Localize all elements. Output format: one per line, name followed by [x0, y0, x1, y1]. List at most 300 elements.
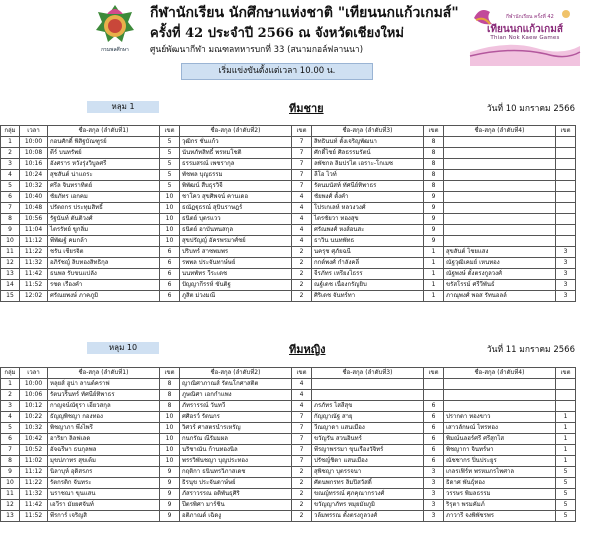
player1-name-cell: พีพัฒฐ์ คมกล้า	[48, 236, 160, 247]
player4-zone-cell: 5	[556, 467, 576, 478]
player3-zone-cell: 3	[424, 478, 444, 489]
games-logo	[466, 2, 584, 66]
player2-zone-cell: 2	[292, 489, 312, 500]
player3-zone-cell: 3	[424, 489, 444, 500]
player2-name-cell: ภัสราวรรณ อติพันธุศิริ	[180, 489, 292, 500]
player2-name-cell: วิศวร์ ศาสตรนำรเหรัญ	[180, 423, 292, 434]
table-header-row	[1, 126, 576, 137]
department-logo	[92, 2, 138, 56]
player4-zone-cell	[556, 192, 576, 203]
player3-name-cell: ขวัญรัน สวนอินทร์	[312, 434, 424, 445]
player4-name-cell	[444, 214, 556, 225]
player4-name-cell: ริรุตา พรมคัมภ์	[444, 500, 556, 511]
women-pairings-table	[0, 367, 576, 522]
player4-name-cell	[444, 379, 556, 390]
group-cell: 11	[1, 247, 20, 258]
player4-zone-cell	[556, 225, 576, 236]
player2-name-cell: กฤติกา ธนินทรวิภาสเดช	[180, 467, 292, 478]
player1-zone-cell: 10	[160, 412, 180, 423]
player3-name-cell: โปรเกเลห์ หลวงวงศ์	[312, 203, 424, 214]
group-cell: 6	[1, 434, 20, 445]
start-time-banner: เริ่มแข่งขันตั้งแต่เวลา 10.00 น.	[181, 63, 373, 80]
player1-zone-cell: 5	[160, 170, 180, 181]
games-logo-pre: กีฬานักเรียน ครั้งที่ 42	[506, 14, 554, 20]
player4-zone-cell	[556, 379, 576, 390]
player3-zone-cell: 6	[424, 445, 444, 456]
player1-name-cell: ปรัตถกร ประทุมสิทธิ์	[48, 203, 160, 214]
time-cell: 10:32	[20, 423, 48, 434]
player3-name-cell: ลพัชกล ลิมปรไต เอราะ-โกเมซ	[312, 159, 424, 170]
group-cell: 5	[1, 423, 20, 434]
group-cell: 9	[1, 467, 20, 478]
group-cell: 2	[1, 390, 20, 401]
player2-zone-cell: 7	[292, 170, 312, 181]
player4-name-cell: ณัฐวุฒิเคมย์ เหนทอง	[444, 258, 556, 269]
player2-zone-cell: 4	[292, 203, 312, 214]
group-cell: 4	[1, 170, 20, 181]
table-row	[1, 225, 576, 236]
player4-zone-cell	[556, 148, 576, 159]
player1-zone-cell: 10	[160, 192, 180, 203]
group-cell: 4	[1, 412, 20, 423]
column-header: กลุ่ม	[1, 126, 20, 137]
table-row	[1, 511, 576, 522]
player3-zone-cell	[424, 379, 444, 390]
player2-zone-cell: 7	[292, 434, 312, 445]
player4-name-cell	[444, 137, 556, 148]
player2-name-cell: พรรวิพันชญา บุญประทอง	[180, 456, 292, 467]
player4-zone-cell	[556, 236, 576, 247]
player3-zone-cell: 9	[424, 236, 444, 247]
player3-name-cell: สุพิชญา บุตรรจนา	[312, 467, 424, 478]
player4-zone-cell: 5	[556, 500, 576, 511]
player1-zone-cell: 8	[160, 401, 180, 412]
column-header: เขต	[292, 126, 312, 137]
player3-name-cell: ธาวิน นนทพัทธ	[312, 236, 424, 247]
time-cell: 10:32	[20, 181, 48, 192]
group-cell: 15	[1, 291, 20, 302]
time-cell: 10:24	[20, 170, 48, 181]
player2-zone-cell: 7	[292, 456, 312, 467]
group-cell: 9	[1, 225, 20, 236]
player4-name-cell: ธิดาศ พันธุ์ทอง	[444, 478, 556, 489]
player4-name-cell: ปรากดา ทองขาว	[444, 412, 556, 423]
column-header: ชื่อ-สกุล (ลำดับที่4)	[444, 126, 556, 137]
player1-zone-cell: 9	[160, 478, 180, 489]
player2-name-cell: รพพล ประจันทาษ์ษย์	[180, 258, 292, 269]
player3-zone-cell: 8	[424, 170, 444, 181]
men-section-title: ทีมชาย	[289, 102, 324, 115]
player4-zone-cell	[556, 137, 576, 148]
column-header: เขต	[556, 368, 576, 379]
group-cell: 13	[1, 511, 20, 522]
player3-zone-cell: 9	[424, 225, 444, 236]
player2-zone-cell: 2	[292, 269, 312, 280]
page-subtitle: ครั้งที่ 42 ประจำปี 2566 ณ จังหวัดเชียงใหม่	[150, 26, 404, 41]
player2-name-cell: ศศิอรว์ รัตนกร	[180, 412, 292, 423]
player4-zone-cell	[556, 390, 576, 401]
table-row	[1, 159, 576, 170]
group-cell: 3	[1, 401, 20, 412]
player4-name-cell	[444, 148, 556, 159]
group-cell: 10	[1, 478, 20, 489]
player1-name-cell: พีรการ์ เจริญสิ	[48, 511, 160, 522]
player3-zone-cell: 9	[424, 203, 444, 214]
player2-name-cell: ธรรมสรณ์ เพชรากุล	[180, 159, 292, 170]
time-cell: 11:12	[20, 467, 48, 478]
player2-zone-cell: 2	[292, 291, 312, 302]
player4-zone-cell	[556, 170, 576, 181]
player4-name-cell	[444, 225, 556, 236]
player2-zone-cell: 4	[292, 225, 312, 236]
men-pairings-table	[0, 125, 576, 302]
time-cell: 11:22	[20, 247, 48, 258]
player3-zone-cell: 1	[424, 269, 444, 280]
player4-name-cell	[444, 181, 556, 192]
player3-zone-cell: 3	[424, 511, 444, 522]
player3-zone-cell: 1	[424, 280, 444, 291]
player3-name-cell: วีณญาดา แสนเมือง	[312, 423, 424, 434]
player1-name-cell: ชัยภัทร เอกคม	[48, 192, 160, 203]
column-header: ชื่อ-สกุล (ลำดับที่2)	[180, 368, 292, 379]
table-row	[1, 456, 576, 467]
table-row	[1, 291, 576, 302]
table-row	[1, 379, 576, 390]
player2-name-cell: ธนิตย์ อาบันทนสกุล	[180, 225, 292, 236]
player2-name-cell: ธิรนุข ประจันดาษ์ษย์	[180, 478, 292, 489]
player1-name-cell: อังศราร หวังรุ่งวิบูลศรี	[48, 159, 160, 170]
time-cell: 10:12	[20, 401, 48, 412]
player1-zone-cell: 9	[160, 467, 180, 478]
table-row	[1, 401, 576, 412]
player2-zone-cell: 2	[292, 247, 312, 258]
column-header: เขต	[292, 368, 312, 379]
player3-zone-cell: 6	[424, 412, 444, 423]
column-header: ชื่อ-สกุล (ลำดับที่1)	[48, 368, 160, 379]
player2-zone-cell: 4	[292, 236, 312, 247]
player1-zone-cell: 8	[160, 390, 180, 401]
player2-name-cell: ภูสิต ม่วงมณี	[180, 291, 292, 302]
player1-zone-cell: 10	[160, 236, 180, 247]
table-row	[1, 412, 576, 423]
player1-name-cell: รัตนวริินทร์ ทัศนีย์ทิพาธร	[48, 390, 160, 401]
player1-name-cell: อัจฉรีษา ธนกุลพล	[48, 445, 160, 456]
player2-zone-cell: 7	[292, 148, 312, 159]
player3-zone-cell: 3	[424, 500, 444, 511]
player2-name-cell: วุฒิกร ชั่นแก้ว	[180, 137, 292, 148]
player1-zone-cell: 8	[160, 379, 180, 390]
men-lane-label: หลุม 1	[87, 101, 159, 113]
player4-name-cell: สุขสันต์ ไชยแสง	[444, 247, 556, 258]
player4-zone-cell: 1	[556, 434, 576, 445]
player2-name-cell: นนทพัทร วีระเดช	[180, 269, 292, 280]
time-cell: 10:16	[20, 159, 48, 170]
time-cell: 10:22	[20, 412, 48, 423]
player2-zone-cell: 2	[292, 500, 312, 511]
player2-name-cell: ธนิตย์ บุตรแวว	[180, 214, 292, 225]
player3-zone-cell: 8	[424, 137, 444, 148]
player2-zone-cell: 7	[292, 159, 312, 170]
column-header: เขต	[556, 126, 576, 137]
player4-zone-cell: 1	[556, 445, 576, 456]
player3-name-cell: นครุช ศุภัยฉนี	[312, 247, 424, 258]
player2-zone-cell: 4	[292, 390, 312, 401]
player3-zone-cell: 8	[424, 159, 444, 170]
player1-name-cell: รชด เรืองคำ	[48, 280, 160, 291]
games-logo-brand: เทียนนกแก้วเกมส์	[487, 24, 563, 35]
player3-name-cell	[312, 390, 424, 401]
player1-name-cell: ธัญญพิชญา กองทอง	[48, 412, 160, 423]
player2-name-cell: ชาโคว สุขศิพจน์ คานเดอ	[180, 192, 292, 203]
column-header: ชื่อ-สกุล (ลำดับที่4)	[444, 368, 556, 379]
player1-name-cell: ชรัน เชียรจิต	[48, 247, 160, 258]
player1-zone-cell: 10	[160, 434, 180, 445]
column-header: เขต	[424, 126, 444, 137]
group-cell: 6	[1, 192, 20, 203]
player1-zone-cell: 5	[160, 137, 180, 148]
player4-name-cell: เกลรเฟิร์ท พรหมภรไพศาล	[444, 467, 556, 478]
player4-name-cell: ขรัสโรรม์ ศรีวีพันธ์	[444, 280, 556, 291]
department-logo-caption: กรมพลศึกษา	[101, 47, 129, 53]
player4-zone-cell	[556, 401, 576, 412]
group-cell: 1	[1, 379, 20, 390]
player4-name-cell	[444, 390, 556, 401]
player1-zone-cell: 6	[160, 280, 180, 291]
table-row	[1, 247, 576, 258]
time-cell: 12:02	[20, 291, 48, 302]
column-header: ชื่อ-สกุล (ลำดับที่1)	[48, 126, 160, 137]
column-header: เวลา	[20, 368, 48, 379]
group-cell: 3	[1, 159, 20, 170]
player2-name-cell: ญาณิศาภาณส์ รัตนโกศาสติต	[180, 379, 292, 390]
table-row	[1, 258, 576, 269]
group-cell: 5	[1, 181, 20, 192]
player1-name-cell: กอนศักดิ์ พิสิฐบัณฑูรย์	[48, 137, 160, 148]
player4-name-cell: พิชญากา จินทร์ษา	[444, 445, 556, 456]
player2-name-cell: ปัญญากีรรห์ ขันติฐ	[180, 280, 292, 291]
player2-name-cell: กนกรัณ ณีรัมมผล	[180, 434, 292, 445]
time-cell: 11:22	[20, 478, 48, 489]
player1-zone-cell: 6	[160, 269, 180, 280]
player4-zone-cell	[556, 214, 576, 225]
player3-name-cell: ศรัณพงศ์ หงส์อนสะ	[312, 225, 424, 236]
column-header: ชื่อ-สกุล (ลำดับที่3)	[312, 368, 424, 379]
table-row	[1, 170, 576, 181]
group-cell: 2	[1, 148, 20, 159]
player1-name-cell: เอวีรา มัยยศจันท์	[48, 500, 160, 511]
table-row	[1, 390, 576, 401]
group-cell: 11	[1, 489, 20, 500]
player4-name-cell	[444, 401, 556, 412]
column-header: ชื่อ-สกุล (ลำดับที่3)	[312, 126, 424, 137]
table-header-row	[1, 368, 576, 379]
table-row	[1, 181, 576, 192]
table-row	[1, 236, 576, 247]
player3-zone-cell	[424, 390, 444, 401]
player1-name-cell: รัตกรติก จันทระ	[48, 478, 160, 489]
table-row	[1, 423, 576, 434]
table-row	[1, 214, 576, 225]
player1-name-cell: นราชณา ขุนแสน	[48, 489, 160, 500]
group-cell: 10	[1, 236, 20, 247]
table-row	[1, 148, 576, 159]
player1-name-cell: ศรีล จินทราทิตย์	[48, 181, 160, 192]
player2-name-cell: นริชาณัน ก้านทองนิล	[180, 445, 292, 456]
player3-zone-cell: 8	[424, 181, 444, 192]
player4-name-cell	[444, 203, 556, 214]
women-section-title: ทีมหญิง	[289, 343, 326, 356]
player2-name-cell: ภัทรารรณ์ วันทวี	[180, 401, 292, 412]
player1-name-cell: ศรัณยพงษ์ ภาคภูมิ	[48, 291, 160, 302]
women-date: วันที่ 11 มกราคม 2566	[486, 345, 575, 355]
player3-name-cell: ศักดิ์ไชย์ ศิลธรรมรัตน์	[312, 148, 424, 159]
table-row	[1, 467, 576, 478]
player1-name-cell: รัฐนันท์ ตันติวงศ์	[48, 214, 160, 225]
player1-zone-cell: 9	[160, 511, 180, 522]
player2-zone-cell: 2	[292, 478, 312, 489]
table-row	[1, 137, 576, 148]
player1-name-cell: ตีร์ บนทรัพย์	[48, 148, 160, 159]
time-cell: 11:12	[20, 236, 48, 247]
player2-name-cell: ภูษณิศา เอกกำแพง	[180, 390, 292, 401]
player3-name-cell: ณฐ์เดช เนื่องกรัญยิบ	[312, 280, 424, 291]
player2-name-cell: สุขปรัญญ์ อัครพรมาศ์ชย์	[180, 236, 292, 247]
player2-zone-cell: 2	[292, 511, 312, 522]
player3-zone-cell: 9	[424, 192, 444, 203]
player4-zone-cell: 5	[556, 489, 576, 500]
player4-name-cell: ณัฐพงษ์ ตั้งตรงกูลวงศ์	[444, 269, 556, 280]
player1-zone-cell: 5	[160, 181, 180, 192]
player4-zone-cell: 5	[556, 478, 576, 489]
player3-zone-cell: 1	[424, 247, 444, 258]
time-cell: 10:52	[20, 445, 48, 456]
table-row	[1, 203, 576, 214]
player3-name-cell: วล้มพรรณ ตั้งตรงกูลวงศ์	[312, 511, 424, 522]
time-cell: 10:08	[20, 148, 48, 159]
player4-zone-cell: 3	[556, 258, 576, 269]
group-cell: 1	[1, 137, 20, 148]
player3-zone-cell: 1	[424, 258, 444, 269]
player2-name-cell: พัชพล บุญธรรม	[180, 170, 292, 181]
player1-name-cell: มุขปภาทร สุขเต้ม	[48, 456, 160, 467]
player4-zone-cell	[556, 181, 576, 192]
player3-zone-cell: 6	[424, 456, 444, 467]
player4-name-cell	[444, 192, 556, 203]
player2-zone-cell: 4	[292, 192, 312, 203]
player2-zone-cell: 2	[292, 258, 312, 269]
player3-name-cell: กัญญาณัฐ สายุ	[312, 412, 424, 423]
player1-name-cell: ไตรรัทย์ ขูกลิ่ม	[48, 225, 160, 236]
player3-name-cell: ขวัญญาภัทร หมุยมัยภูมิ	[312, 500, 424, 511]
group-cell: 13	[1, 269, 20, 280]
player1-name-cell: สุชสันต์ น่าแถระ	[48, 170, 160, 181]
player2-name-cell: นันทภัทสิทธิ์ พรหมโชติ	[180, 148, 292, 159]
women-lane-label: หลุม 10	[87, 342, 159, 354]
player3-name-cell: กกต์พงศ์ กำลังคลี่	[312, 258, 424, 269]
player2-name-cell: ปีตรพิศา มาร์ชิน	[180, 500, 292, 511]
table-row	[1, 434, 576, 445]
player4-zone-cell: 1	[556, 456, 576, 467]
player1-zone-cell: 5	[160, 148, 180, 159]
player3-name-cell	[312, 379, 424, 390]
time-cell: 11:02	[20, 456, 48, 467]
men-date: วันที่ 10 มกราคม 2566	[486, 104, 575, 114]
time-cell: 10:00	[20, 379, 48, 390]
player4-zone-cell: 1	[556, 412, 576, 423]
player3-name-cell: รัตนมนัสท์ ทัศนีย์ทิพาธร	[312, 181, 424, 192]
player2-zone-cell: 7	[292, 445, 312, 456]
table-row	[1, 269, 576, 280]
player1-zone-cell: 5	[160, 159, 180, 170]
column-header: เขต	[160, 368, 180, 379]
player3-name-cell: สิทธินนท์ ตั้งเจริญพัฒนา	[312, 137, 424, 148]
player3-zone-cell: 6	[424, 434, 444, 445]
player4-name-cell: วรรษร พิมลธรรม	[444, 489, 556, 500]
player1-zone-cell: 6	[160, 247, 180, 258]
player4-name-cell	[444, 236, 556, 247]
player3-name-cell: ขณญ์ทรรณ์ ศุภคุณากรวงศ์	[312, 489, 424, 500]
player2-name-cell: ปริบทร์ สาซพมพร	[180, 247, 292, 258]
column-header: กลุ่ม	[1, 368, 20, 379]
player2-name-cell: พิพัฒน์ สืบธุรวิจี	[180, 181, 292, 192]
player1-name-cell: หลุยส์ ฮูน่า ลานต์คราฟ	[48, 379, 160, 390]
time-cell: 11:42	[20, 269, 48, 280]
table-row	[1, 280, 576, 291]
player4-zone-cell: 1	[556, 423, 576, 434]
time-cell: 10:40	[20, 192, 48, 203]
player4-zone-cell: 3	[556, 247, 576, 258]
player3-name-cell: ลีโอ ไวท์	[312, 170, 424, 181]
player4-name-cell: พิมณ์นลฮร์ศรี ศรีสุกไส	[444, 434, 556, 445]
player3-zone-cell: 1	[424, 291, 444, 302]
player4-name-cell: ภาณุพงศ์ พอส รัทนอลล์	[444, 291, 556, 302]
time-cell: 11:42	[20, 500, 48, 511]
player2-name-cell: อติภาณด์ เฉิดงู	[180, 511, 292, 522]
player2-zone-cell: 7	[292, 137, 312, 148]
player1-name-cell: อภิรัชญ์ ลิบทองสิทธิกุล	[48, 258, 160, 269]
time-cell: 10:56	[20, 214, 48, 225]
player3-zone-cell: 3	[424, 467, 444, 478]
player1-zone-cell: 6	[160, 291, 180, 302]
page-header	[0, 0, 599, 92]
games-logo-sub: Thian Nok Kaew Games	[490, 35, 560, 41]
column-header: เขต	[424, 368, 444, 379]
group-cell: 7	[1, 203, 20, 214]
player4-zone-cell	[556, 203, 576, 214]
player2-zone-cell: 4	[292, 401, 312, 412]
player4-zone-cell: 3	[556, 280, 576, 291]
table-row	[1, 478, 576, 489]
player4-name-cell: ภาวารี จงพิพัชรพร	[444, 511, 556, 522]
table-row	[1, 192, 576, 203]
player3-zone-cell: 9	[424, 214, 444, 225]
time-cell: 11:52	[20, 511, 48, 522]
player1-zone-cell: 10	[160, 225, 180, 236]
player4-zone-cell: 5	[556, 511, 576, 522]
column-header: เวลา	[20, 126, 48, 137]
player4-zone-cell: 3	[556, 269, 576, 280]
player1-zone-cell: 10	[160, 423, 180, 434]
table-row	[1, 500, 576, 511]
player4-name-cell	[444, 170, 556, 181]
player2-zone-cell: 7	[292, 412, 312, 423]
player1-name-cell: ธนพล รับขนแปลัง	[48, 269, 160, 280]
player3-name-cell: จีรภัทร เหรียงไธรร	[312, 269, 424, 280]
player3-name-cell: พีรญาพรรมา ขุนเรืองวัจิทร์	[312, 445, 424, 456]
player3-zone-cell: 6	[424, 401, 444, 412]
time-cell: 10:06	[20, 390, 48, 401]
player1-name-cell: นิลาบุห์ อุดิสรภร	[48, 467, 160, 478]
